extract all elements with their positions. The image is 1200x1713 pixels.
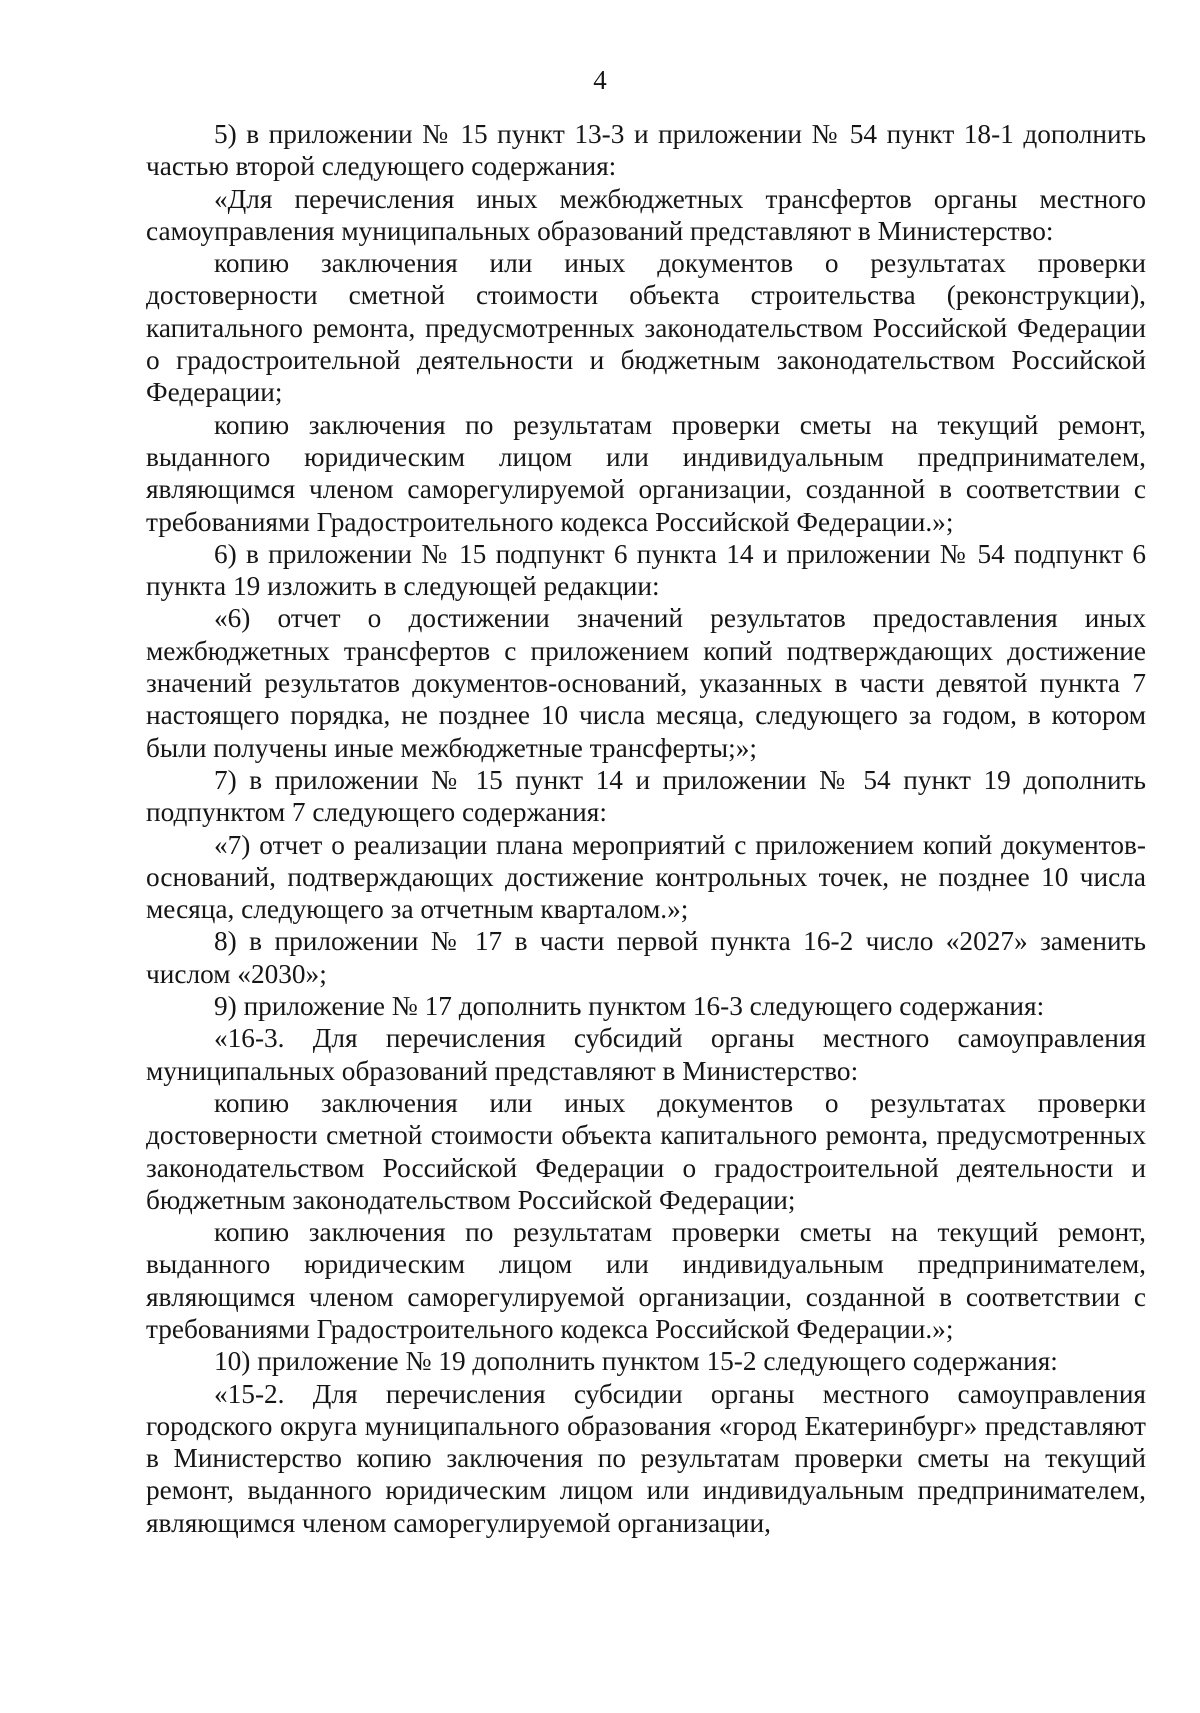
document-body <box>146 118 1146 1539</box>
paragraph-copy-estimate: копию заключения по результатам проверки сметы на текущий ремонт, выданного юридическим лицом или индивидуальным предпринимателем, являющимся членом саморегулируемой организации, созданной в соответствии с требованиями Градостроительного кодекса Российской Федерации.»; <box>146 409 1146 537</box>
paragraph-copy-conclusion: копию заключения или иных документов о результатах проверки достоверности сметной стоимости объекта строительства (реконструкции), капитального ремонта, предусмотренных законодательством Российской Федерации о градостроительной деятельности и бюджетным законодательством Российской Федерации; <box>146 248 1146 408</box>
paragraph-item-7: 7) в приложении № 15 пункт 14 и приложении № 54 пункт 19 дополнить подпунктом 7 следующего содержания: <box>146 764 1146 828</box>
quoted-paragraph-15-2: «15-2. Для перечисления субсидии органы местного самоуправления городского округа муниципального образования «город Екатеринбург» представляют в Министерство копию заключения по результатам проверки сметы на текущий ремонт, выданного юридическим лицом или индивидуальным предпринимателем, являющимся членом саморегулируемой организации, <box>146 1378 1146 1538</box>
quoted-paragraph: «Для перечисления иных межбюджетных трансфертов органы местного самоуправления муниципальных образований представляют в Министерство: <box>146 183 1146 246</box>
quoted-paragraph-6: «6) отчет о достижении значений результатов предоставления иных межбюджетных трансфертов с приложением копий подтверждающих достижение значений результатов документов-оснований, указанных в части девятой пункта 7 настоящего порядка, не позднее 10 числа месяца, следующего за годом, в котором были получены иные межбюджетные трансферты;»; <box>146 603 1146 763</box>
quoted-paragraph-7: «7) отчет о реализации плана мероприятий с приложением копий документов-оснований, подтверждающих достижение контрольных точек, не позднее 10 числа месяца, следующего за отчетным кварталом.»; <box>146 829 1146 925</box>
paragraph-copy-estimate-2: копию заключения по результатам проверки сметы на текущий ремонт, выданного юридическим лицом или индивидуальным предпринимателем, являющимся членом саморегулируемой организации, созданной в соответствии с требованиями Градостроительного кодекса Российской Федерации.»; <box>146 1217 1146 1344</box>
paragraph-item-6: 6) в приложении № 15 подпункт 6 пункта 14 и приложении № 54 подпункт 6 пункта 19 изложить в следующей редакции: <box>146 538 1146 602</box>
paragraph-item-10: 10) приложение № 19 дополнить пунктом 15-2 следующего содержания: <box>214 1346 1058 1377</box>
quoted-paragraph-16-3: «16-3. Для перечисления субсидий органы местного самоуправления муниципальных образований представляют в Министерство: <box>146 1023 1146 1086</box>
page-number: 4 <box>593 65 607 95</box>
paragraph-item-8: 8) в приложении № 17 в части первой пункта 16-2 число «2027» заменить числом «2030»; <box>146 926 1146 989</box>
paragraph-item-9: 9) приложение № 17 дополнить пунктом 16-3 следующего содержания: <box>214 991 1045 1022</box>
paragraph-copy-conclusion-2: копию заключения или иных документов о результатах проверки достоверности сметной стоимости объекта капитального ремонта, предусмотренных законодательством Российской Федерации о градостроительной деятельности и бюджетным законодательством Российской Федерации; <box>146 1087 1146 1215</box>
paragraph-item-5: 5) в приложении № 15 пункт 13-3 и приложении № 54 пункт 18-1 дополнить частью второй следующего содержания: <box>146 119 1146 182</box>
